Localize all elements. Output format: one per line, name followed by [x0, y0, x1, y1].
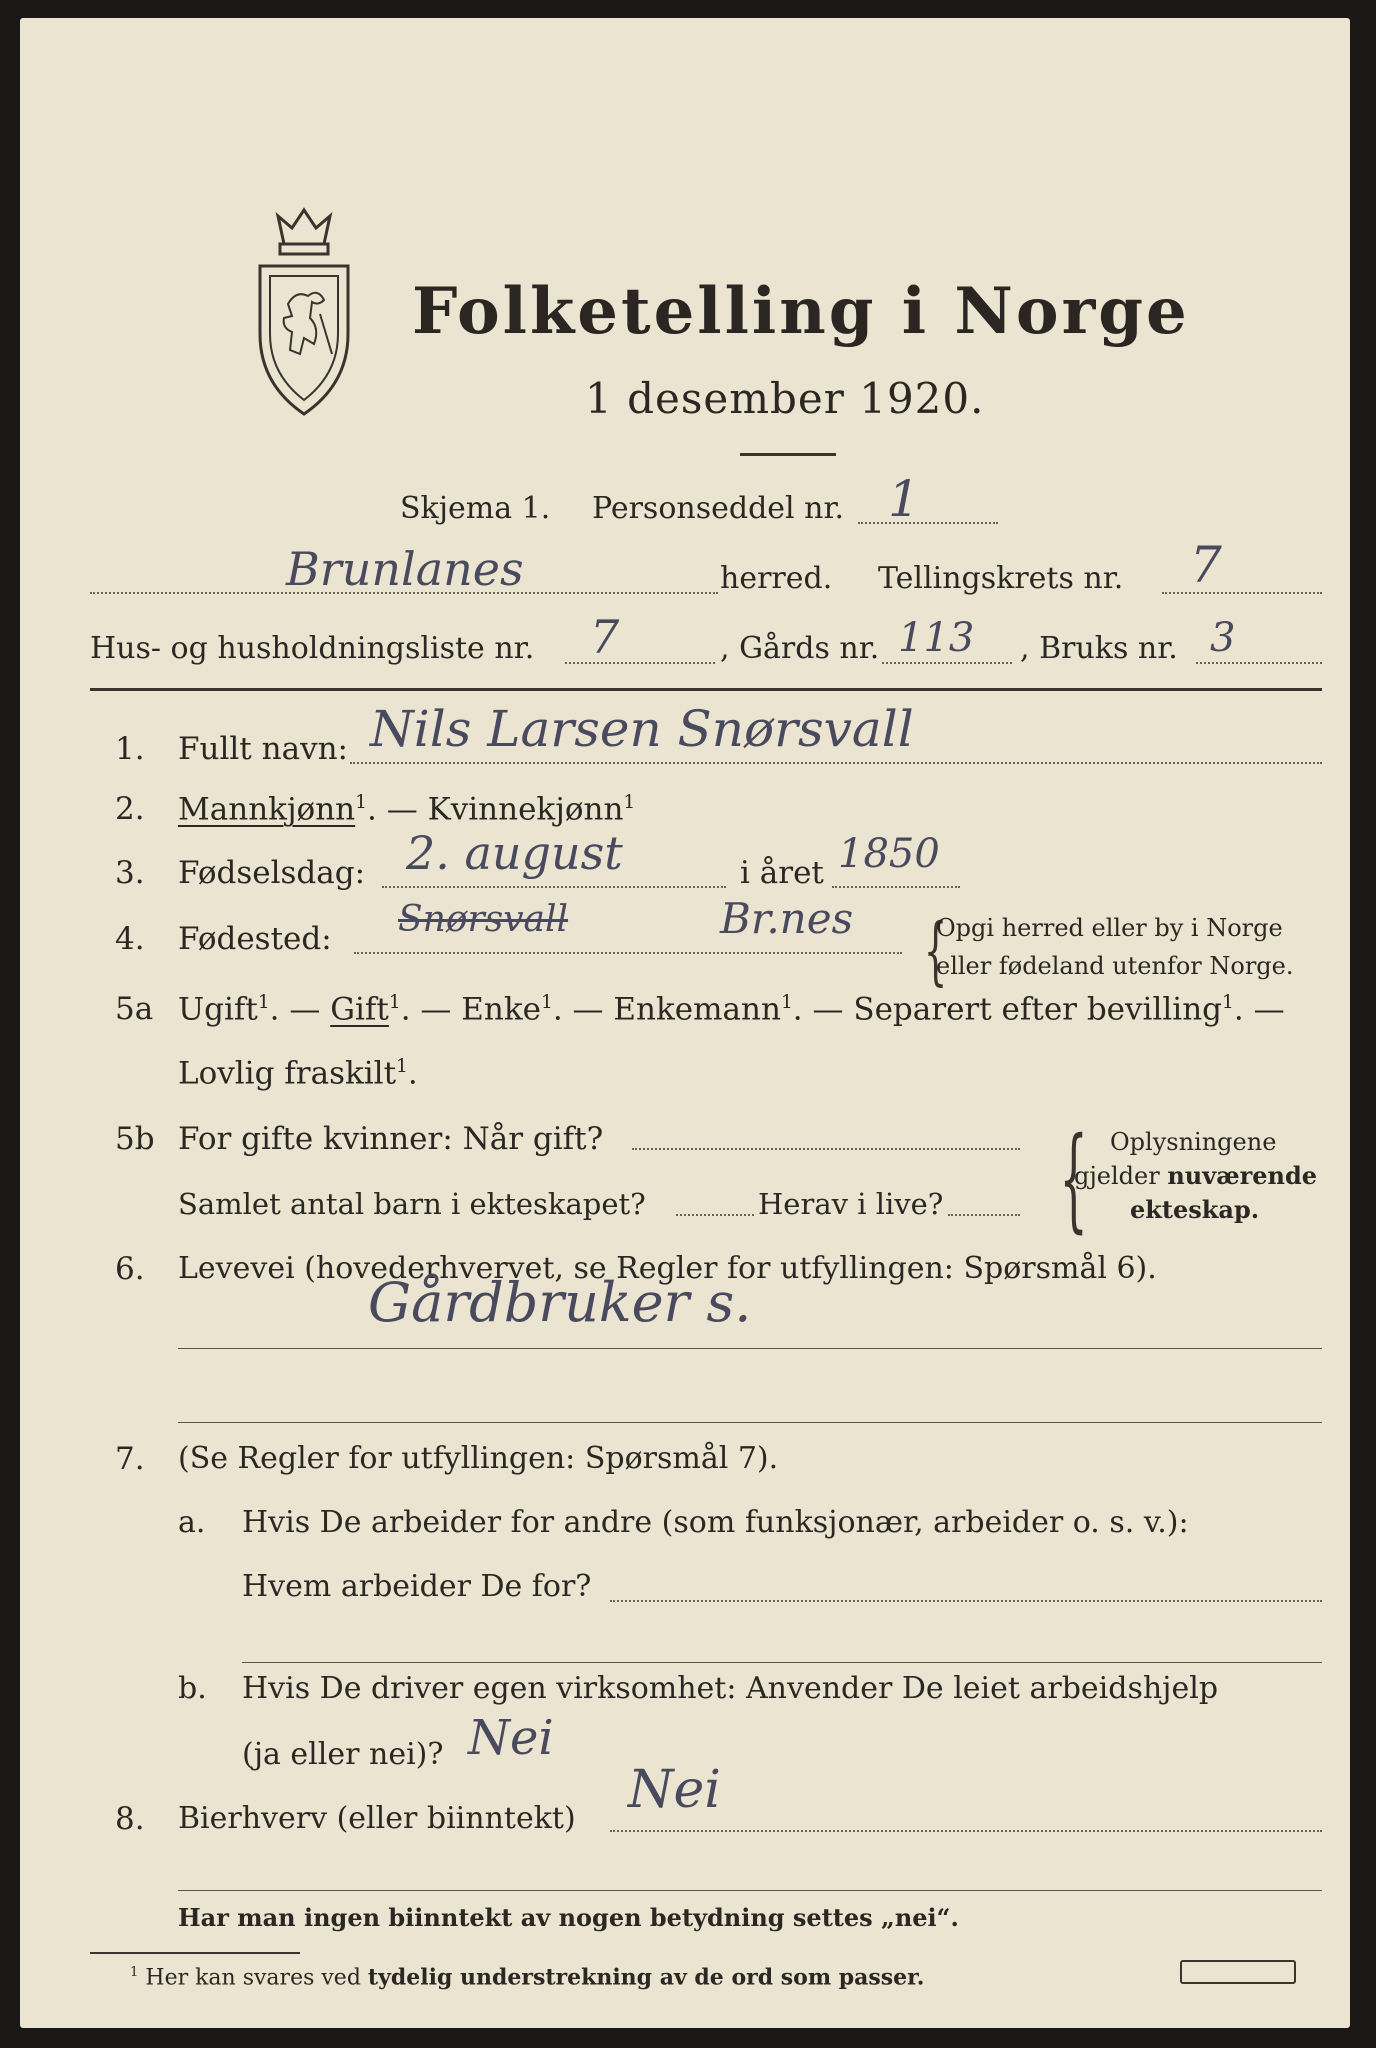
header-divider	[90, 688, 1322, 691]
q5a-number: 5a	[115, 991, 154, 1027]
bruks-line	[1196, 662, 1322, 664]
gards-number: 113	[898, 615, 975, 661]
q5a-option-married-selected: Gift	[330, 991, 389, 1028]
q2-number: 2.	[115, 791, 145, 827]
footnote-part1: Her kan svares ved	[145, 1965, 368, 1991]
q5a-option-widow: Enke	[461, 991, 541, 1028]
q4-answer-struck: Snørsvall	[398, 899, 569, 940]
gards-label: , Gårds nr.	[720, 631, 880, 666]
q5a-sep-2: . —	[400, 991, 462, 1028]
q7a-extra-line	[242, 1662, 1322, 1663]
tellingskrets-number: 7	[1190, 536, 1222, 594]
title-divider	[740, 453, 836, 456]
q8-extra-line	[178, 1890, 1322, 1891]
q5b-note-line1: Oplysningene	[1110, 1128, 1277, 1156]
footnote-part2: tydelig understrekning av de ord som passer.	[367, 1964, 925, 1991]
q3-day-line	[382, 886, 726, 888]
q4-number: 4.	[115, 921, 145, 957]
q1-line	[350, 762, 1322, 764]
q2-separator: . —	[367, 791, 428, 828]
q5a-fn-3: 1	[540, 992, 553, 1013]
q3-number: 3.	[115, 855, 145, 891]
personseddel-number: 1	[888, 470, 920, 528]
q4-line	[354, 952, 902, 954]
q5a-fn-6: 1	[396, 1056, 408, 1077]
q5a-option-separated: Separert efter bevilling	[853, 991, 1223, 1028]
q3-label: Fødselsdag:	[178, 855, 366, 891]
herred-label: herred.	[720, 561, 833, 596]
q5b-note-current: nuværende	[1167, 1161, 1318, 1190]
q5b-alive-line	[948, 1214, 1020, 1216]
q5b-when-married-label: For gifte kvinner: Når gift?	[178, 1121, 604, 1157]
personseddel-line	[858, 522, 998, 524]
q5a-sep-3: . —	[552, 991, 614, 1028]
printer-stamp	[1180, 1960, 1296, 1984]
q1-answer-full-name: Nils Larsen Snørsvall	[370, 700, 914, 758]
q5a-option-divorced: Lovlig fraskilt	[178, 1055, 397, 1092]
q5a-sep-4: . —	[792, 991, 854, 1028]
q4-brace: {	[923, 908, 948, 994]
q2-footnote-mark: 1	[355, 792, 367, 813]
form-title: Folketelling i Norge	[412, 274, 1190, 349]
income-instruction: Har man ingen biinntekt av nogen betydning settes „nei“.	[178, 1903, 959, 1932]
q7a-employer-line	[610, 1600, 1322, 1602]
q7-number: 7.	[115, 1441, 145, 1477]
husholdningsliste-label: Hus- og husholdningsliste nr.	[90, 631, 535, 666]
q4-note-line1: Opgi herred eller by i Norge	[936, 914, 1283, 942]
q7b-answer: Nei	[468, 1710, 554, 1766]
bruks-label: , Bruks nr.	[1020, 631, 1178, 666]
q5a-option-widower: Enkemann	[613, 991, 781, 1028]
q6-line-2	[178, 1422, 1322, 1423]
tellingskrets-label: Tellingskrets nr.	[878, 561, 1124, 596]
q5b-children-label: Samlet antal barn i ekteskapet?	[178, 1187, 646, 1221]
husholdningsliste-line	[565, 662, 715, 664]
bruks-number: 3	[1210, 615, 1236, 661]
q7a-employer-label: Hvem arbeider De for?	[242, 1569, 592, 1604]
q7a-letter: a.	[178, 1505, 206, 1540]
form-schema-label: Skjema 1.	[400, 491, 551, 526]
q8-label: Bierhverv (eller biinntekt)	[178, 1801, 576, 1836]
q7b-letter: b.	[178, 1671, 207, 1706]
q8-number: 8.	[115, 1801, 145, 1837]
q4-note-line2: eller fødeland utenfor Norge.	[936, 952, 1294, 980]
footnote-text	[130, 1966, 924, 1989]
herred-value: Brunlanes	[286, 542, 524, 596]
q5a-fn-2: 1	[388, 992, 401, 1013]
q7b-question: Hvis De driver egen virksomhet: Anvender De leiet arbeidshjelp	[242, 1671, 1219, 1706]
tellingskrets-line	[1162, 592, 1322, 594]
q3-year-label: i året	[740, 855, 824, 891]
q1-number: 1.	[115, 731, 145, 767]
q2-option-female: Kvinnekjønn	[427, 791, 624, 828]
q6-line-1	[178, 1348, 1322, 1349]
q2-footnote-mark-2: 1	[623, 792, 636, 813]
q2-option-male-selected: Mannkjønn	[178, 791, 356, 828]
q5a-period: .	[407, 1055, 418, 1092]
gards-line	[882, 662, 1012, 664]
q8-answer: Nei	[628, 1760, 721, 1820]
q1-label: Fullt navn:	[178, 731, 348, 767]
q5a-line2	[178, 1055, 418, 1092]
q6-label: Levevei (hovederhvervet, se Regler for utfyllingen: Spørsmål 6).	[178, 1251, 1157, 1286]
q5b-alive-label: Herav i live?	[758, 1187, 944, 1221]
q7a-question: Hvis De arbeider for andre (som funksjonær, arbeider o. s. v.):	[242, 1505, 1189, 1540]
census-date: 1 desember 1920.	[585, 374, 985, 423]
census-form-paper	[20, 18, 1350, 2028]
q4-answer-birthplace: Br.nes	[720, 894, 854, 943]
q5b-brace: {	[1059, 1114, 1088, 1244]
q5a-fn-4: 1	[780, 992, 793, 1013]
norwegian-coat-of-arms-icon	[248, 204, 360, 420]
q7-label: (Se Regler for utfyllingen: Spørsmål 7).	[178, 1441, 779, 1476]
q5a-fn-1: 1	[257, 992, 270, 1013]
q3-year-line	[832, 886, 960, 888]
footnote-mark: 1	[130, 1965, 139, 1980]
q6-number: 6.	[115, 1251, 145, 1287]
q5b-note-line3: ekteskap.	[1130, 1195, 1260, 1224]
personseddel-label: Personseddel nr.	[592, 491, 845, 526]
q5a-sep-5: . —	[1233, 991, 1285, 1028]
q5b-children-line	[676, 1214, 754, 1216]
q8-line	[610, 1830, 1322, 1832]
q5a-option-unmarried: Ugift	[178, 991, 258, 1028]
footnote-divider	[90, 1952, 300, 1954]
q3-answer-year: 1850	[838, 831, 940, 877]
q2-options	[178, 791, 636, 828]
q5a-sep-1: . —	[269, 991, 331, 1028]
q5a-fn-5: 1	[1222, 992, 1234, 1013]
q7b-yes-no-label: (ja eller nei)?	[242, 1737, 444, 1772]
q6-answer-occupation: Gårdbruker s.	[368, 1271, 752, 1334]
husholdningsliste-number: 7	[590, 610, 620, 664]
q4-label: Fødested:	[178, 921, 332, 957]
q5a-options	[178, 991, 1285, 1028]
q5b-note-line2	[1074, 1161, 1318, 1190]
q3-answer-birthday: 2. august	[406, 826, 623, 880]
q5b-note-gjelder: gjelder	[1074, 1162, 1168, 1190]
q5b-number: 5b	[115, 1121, 155, 1157]
q5b-when-line	[632, 1148, 1020, 1150]
